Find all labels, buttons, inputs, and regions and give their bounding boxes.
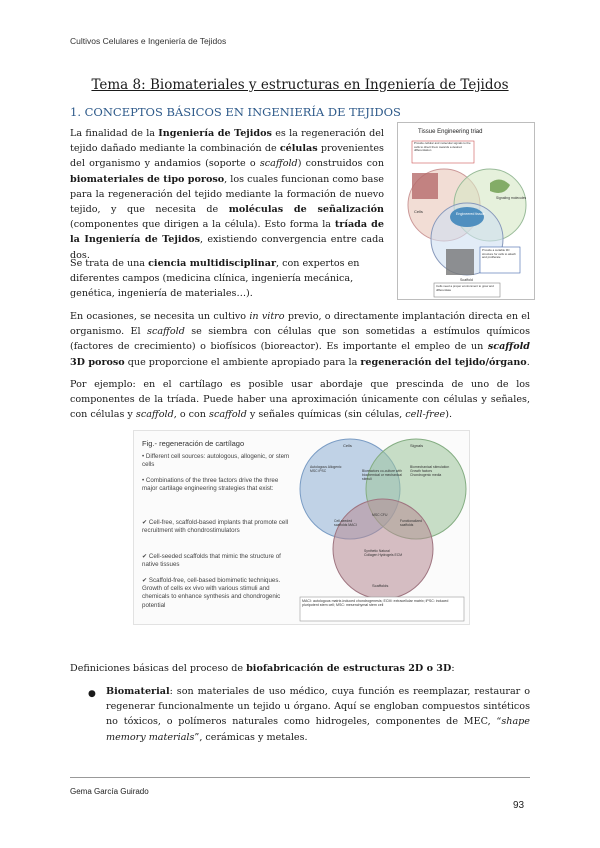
- venn-cells-scaffold: Cell-seeded scaffolds MACI: [334, 519, 357, 528]
- figure2-check1: ✔ Cell-free, scaffold-based implants that promote cell recruitment with chondrostimulators: [142, 519, 289, 535]
- venn-center: MSC CFU: [372, 513, 388, 517]
- bullet-biomaterial: Biomaterial: son materiales de uso médico, cuya función es reemplazar, restaurar o regenerar funcionalmente un tejido u órgano. Aquí se engloban compuestos sintéticos no tóxicos, o polímeros naturales como hidrogeles, componentes de MEC, “shape memory materials”, cerámicas y metales.: [106, 686, 530, 743]
- running-header: Cultivos Celulares e Ingeniería de Tejidos: [70, 36, 227, 46]
- venn-signals-label: Signals: [410, 443, 424, 448]
- venn-caption: MACI: autologous matrix-induced chondrogenesis; ECM: extracellular matrix; iPSC: induced pluripotent stem cell; MSC: mesenchymal stem cell: [302, 599, 449, 608]
- check-icon: ✔: [142, 577, 149, 584]
- footer-author: Gema García Guirado: [70, 787, 149, 796]
- venn-signals-items: Biomechanical stimulation Growth factors Chondrogenic media: [410, 465, 450, 478]
- figure2-intro1: • Different cell sources: autologous, allogenic, or stem cells: [142, 453, 290, 469]
- top-note-text: Provide cellular and molecular signals to the cells to direct them towards a desired differentiation: [414, 141, 471, 152]
- footer-divider: [70, 777, 530, 778]
- bullet-icon: ●: [88, 689, 96, 699]
- cartilage-regeneration-figure: [133, 430, 470, 625]
- paragraph-multidisciplinary: Se trata de una ciencia multidisciplinar, con expertos en diferentes campos (medicina clínica, ingeniería mecánica, genética, ingeniería de materiales…).: [70, 258, 360, 300]
- venn-signals-scaffold: Functionalized scaffolds: [400, 519, 422, 528]
- paragraph-cartilage: Por ejemplo: en el cartílago es posible usar abordaje que prescinda de uno de los componentes de la tríada. Puede haber una aproximación únicamente con células y señales, con células y scaffold, o con scaffold y señales químicas (sin células, cell-free).: [70, 379, 530, 421]
- tissue-engineering-triad-figure: [397, 122, 535, 300]
- engineered-tissue-center: [450, 207, 484, 227]
- venn-cells-label: Cells: [343, 443, 352, 448]
- check-icon: ✔: [142, 519, 149, 526]
- figure2-title: Fig.- regeneración de cartílago: [142, 439, 245, 448]
- paragraph-scaffold: En ocasiones, se necesita un cultivo in vitro previo, o directamente implantación directa en el organismo. El scaffold se siembra con células que son sometidas a estímulos químicos (factores de crecimiento) o biofísicos (bioreactor). Es importante el empleo de un scaffold 3D poroso que proporcione el ambiente apropiado para la regeneración del tejido/órgano.: [70, 311, 530, 368]
- venn-cells-signals: Bioreactors co-culture with biochemical or mechanical stimuli: [362, 469, 402, 482]
- venn-diagram: [298, 431, 468, 623]
- figure2-check3: ✔ Scaffold-free, cell-based biomimetic techniques. Growth of cells ex vivo with various stimuli and chemicals to enhance synthesis and chondrogenic potential: [142, 577, 281, 609]
- right-note-text: Provide a suitable 3D structure for cells to attach and proliferate: [482, 248, 516, 259]
- figure2-intro2: • Combinations of the three factors drive the three major cartilage engineering strategies that exist:: [142, 477, 279, 493]
- bottom-note-text: Cells need a proper environment to grow and differentiate: [436, 284, 494, 292]
- venn-scaffolds-label: Scaffolds: [372, 583, 389, 588]
- cells-micrograph: [412, 173, 438, 199]
- triad-title: Tissue Engineering triad: [418, 129, 483, 135]
- venn-scaffold-items: Synthetic Natural Collagen Hydrogels ECM: [364, 549, 403, 558]
- check-icon: ✔: [142, 553, 149, 560]
- scaffold-label: Scaffold: [460, 278, 473, 282]
- paragraph-definitions: Definiciones básicas del proceso de biofabricación de estructuras 2D o 3D:: [70, 663, 455, 674]
- page-title: Tema 8: Biomateriales y estructuras en Ingeniería de Tejidos: [91, 77, 509, 93]
- venn-cells-items: Autologous Allogenic MSC iPSC: [310, 465, 342, 474]
- cells-label: Cells: [414, 209, 423, 214]
- scaffold-micrograph: [446, 249, 474, 275]
- figure2-check2: ✔ Cell-seeded scaffolds that mimic the structure of native tissues: [142, 553, 281, 569]
- center-label: Engineered tissue: [456, 212, 485, 216]
- page-number: 93: [513, 800, 525, 811]
- paragraph-intro: La finalidad de la Ingeniería de Tejidos es la regeneración del tejido dañado mediante la combinación de células provenientes del organismo y andamios (soporte o scaffold) construidos con biomateriales de tipo poroso, los cuales funcionan como base para la regeneración del tejido mediante la formación de nuevo tejido, y que necesita de moléculas de señalización (componentes que dirigen a la célula). Esto forma la tríada de la Ingeniería de Tejidos, existiendo convergencia entre cada dos.: [70, 128, 385, 261]
- section-heading: 1. CONCEPTOS BÁSICOS EN INGENIERÍA DE TEJIDOS: [70, 105, 401, 119]
- signals-label: Signaling molecules: [496, 196, 527, 200]
